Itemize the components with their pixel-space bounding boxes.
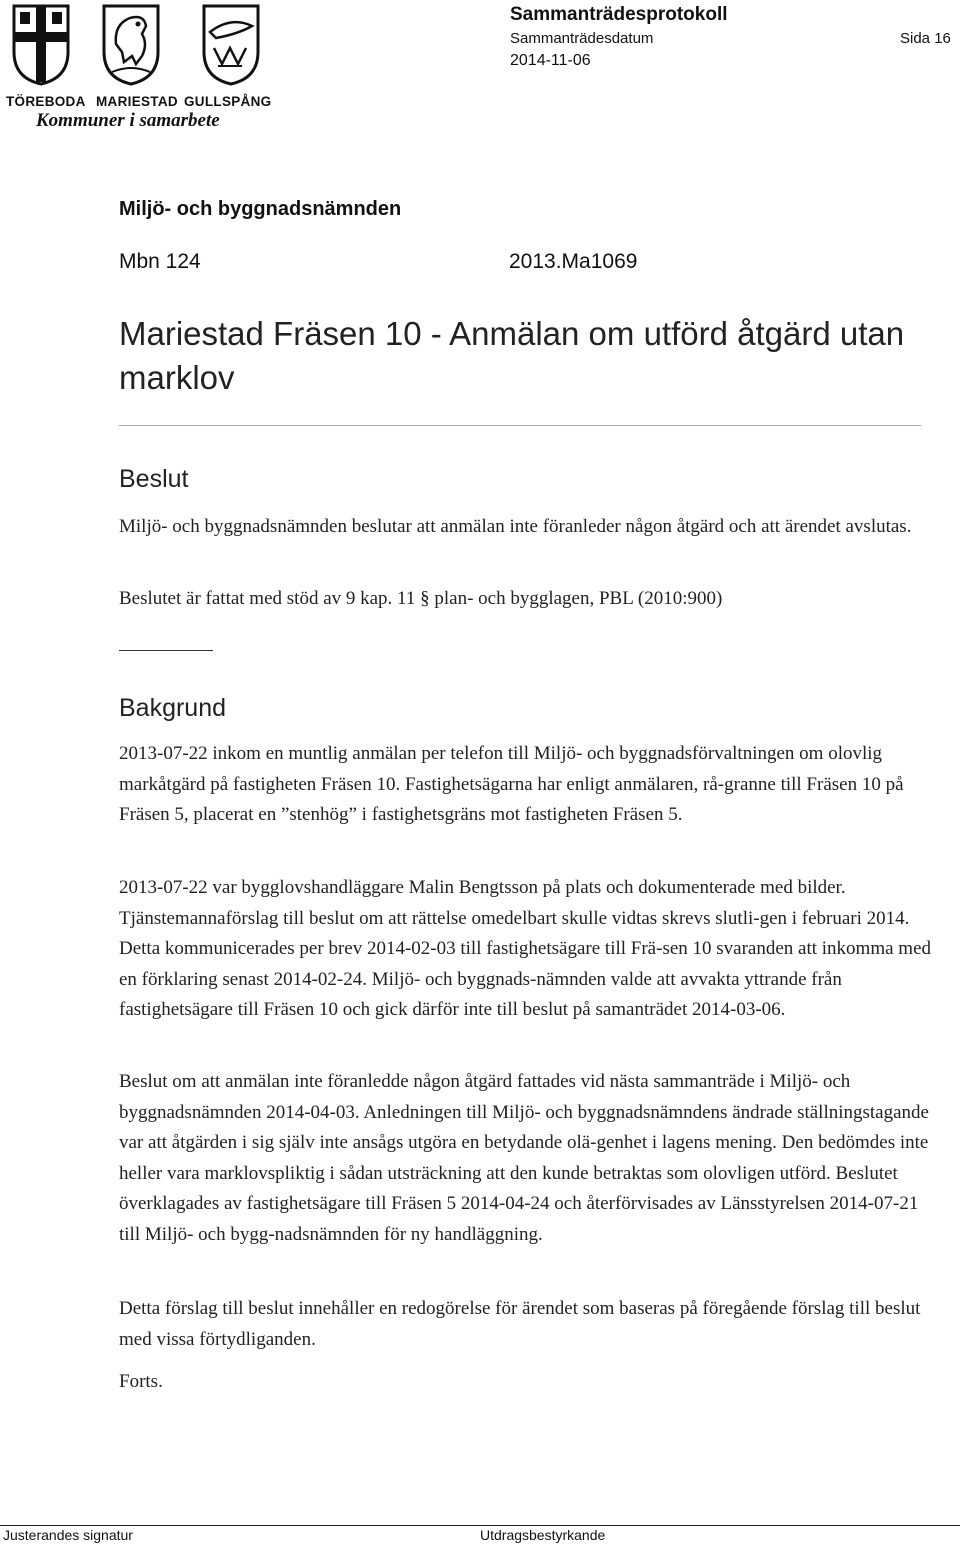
meeting-date-label: Sammanträdesdatum	[510, 30, 654, 47]
section-divider	[119, 650, 213, 651]
bakgrund-paragraph-3: Beslut om att anmälan inte föranledde någon åtgärd fattades vid nästa sammanträde i Miljö- och byggnadsnämnden 2014-04-03. Anledningen till Miljö- och byggnadsnämndens ändrade ställningstagande var att åtgärden i sig själv inte ansågs utgöra en betydande olä-genhet i lagens mening. Den bedömdes inte heller vara marklovspliktig i sådan utsträckning att den kunde betraktas som olovligen utförd. Beslutet överklagades av fastighetsägare till Fräsen 5 2014-04-24 och återförvisades av Länsstyrelsen 2014-07-21 till Miljö- och bygg-nadsnämnden för ny handläggning.	[119, 1071, 929, 1245]
bakgrund-paragraph-1: 2013-07-22 inkom en muntlig anmälan per telefon till Miljö- och byggnadsförvaltningen om olovlig markåtgärd på fastigheten Fräsen 10. Fastighetsägarna har enligt anmälaren, rå-granne till Fräsen 10 på Fräsen 5, placerat en ”stenhög” i fastighetsgräns mot fastigheten Fräsen 5.	[119, 743, 904, 825]
bakgrund-heading: Bakgrund	[119, 694, 227, 722]
continued-note: Forts.	[119, 1371, 163, 1392]
municipality-logo	[6, 4, 272, 131]
title-divider	[119, 425, 921, 426]
town-name-mariestad: MARIESTAD	[96, 94, 178, 109]
committee-name: Miljö- och byggnadsnämnden	[119, 198, 402, 220]
footer-divider	[0, 1525, 960, 1526]
document-type: Sammanträdesprotokoll	[510, 4, 728, 25]
mariestad-coat-of-arms-icon	[102, 4, 160, 86]
logo-tagline: Kommuner i samarbete	[36, 110, 220, 131]
section-number: Mbn 124	[119, 250, 201, 273]
beslut-legal-basis: Beslutet är fattat med stöd av 9 kap. 11 § plan- och bygglagen, PBL (2010:900)	[119, 588, 723, 609]
beslut-heading: Beslut	[119, 465, 189, 493]
beslut-text: Miljö- och byggnadsnämnden beslutar att anmälan inte föranleder någon åtgärd och att ärendet avslutas.	[119, 516, 912, 537]
footer-certification-label: Utdragsbestyrkande	[480, 1527, 606, 1543]
gullspang-coat-of-arms-icon	[202, 4, 260, 86]
bakgrund-paragraph-2: 2013-07-22 var bygglovshandläggare Malin Bengtsson på plats och dokumenterade med bilder. Tjänstemannaförslag till beslut om att rättelse omedelbart skulle vidtas skrevs slutli-gen i februari 2014. Detta kommunicerades per brev 2014-02-03 till fastighetsägare till Frä-sen 10 svaranden att inkomma med en förklaring senast 2014-02-24. Miljö- och byggnads-nämnden valde att avvakta yttrande från fastighetsägare till Fräsen 10 och gick därför inte till beslut på samanträdet 2014-03-06.	[119, 877, 932, 1020]
footer-signature-label: Justerandes signatur	[3, 1527, 133, 1543]
town-name-toreboda: TÖREBODA	[6, 94, 86, 109]
page-number: Sida 16	[900, 30, 951, 47]
bakgrund-paragraph-4: Detta förslag till beslut innehåller en redogörelse för ärendet som baseras på föregående förslag till beslut med vissa förtydliganden.	[119, 1298, 921, 1350]
case-number: 2013.Ma1069	[509, 250, 638, 273]
meeting-date: 2014-11-06	[510, 52, 591, 69]
toreboda-coat-of-arms-icon	[12, 4, 70, 86]
town-name-gullspang: GULLSPÅNG	[184, 94, 272, 109]
case-title: Mariestad Fräsen 10 - Anmälan om utförd åtgärd utan marklov	[119, 315, 905, 396]
